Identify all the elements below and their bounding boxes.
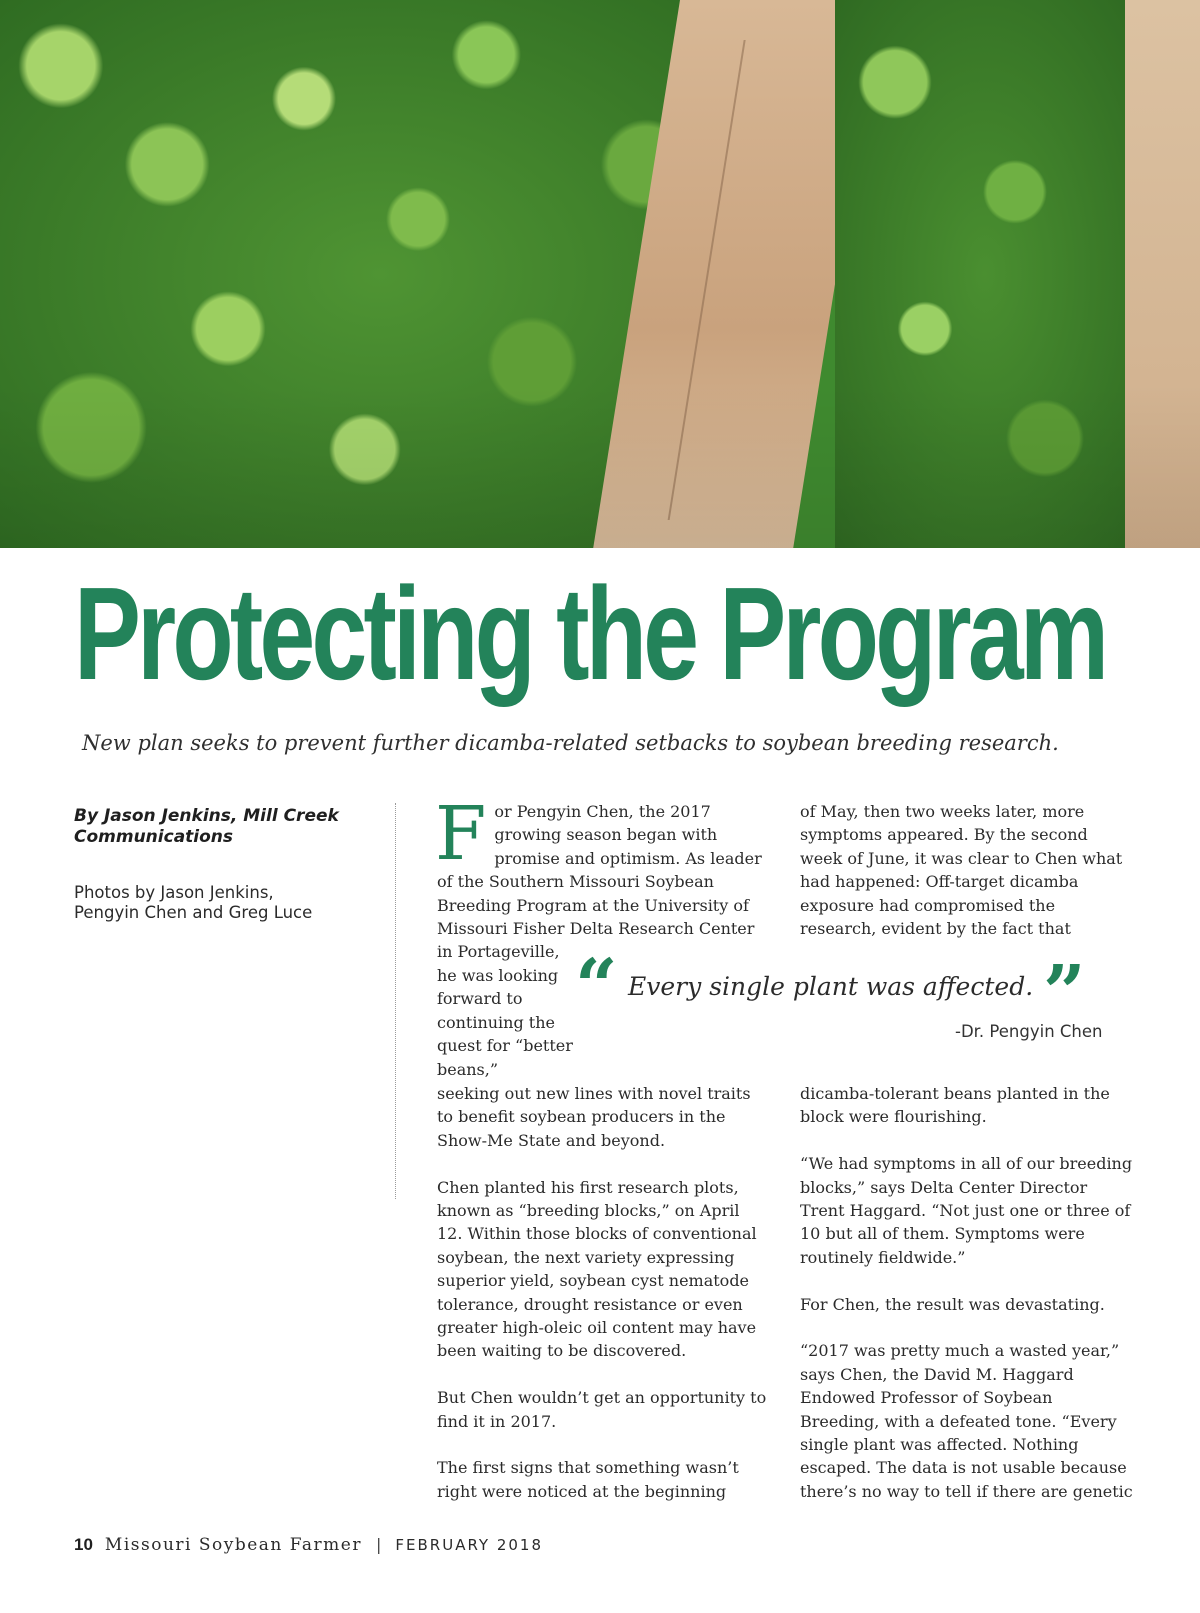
byline: By Jason Jenkins, Mill Creek Communications <box>74 806 339 847</box>
page-number: 10 <box>74 1535 93 1554</box>
body-column-2-top <box>800 800 1135 940</box>
article-dek: New plan seeks to prevent further dicamba-related setbacks to soybean breeding research. <box>82 731 1059 755</box>
column-divider <box>395 803 396 1199</box>
body-paragraph: “We had symptoms in all of our breeding blocks,” says Delta Center Director Trent Haggard. “Not just one or three of 10 but all of them. Symptoms were routinely fieldwide.” <box>800 1154 1133 1267</box>
hero-photo-soybean-field <box>0 0 1200 548</box>
page-footer <box>74 1535 543 1559</box>
body-paragraph: The first signs that something wasn’t right were noticed at the beginning <box>437 1458 739 1501</box>
body-paragraph: of May, then two weeks later, more symptoms appeared. By the second week of June, it was clear to Chen what had happened: Off-target dicamba exposure had compromised the research, evident by the fact that <box>800 802 1123 939</box>
body-column-1-top <box>435 791 767 964</box>
body-column-2-bottom <box>800 1082 1135 1503</box>
article-title: Protecting the Program <box>74 560 1106 707</box>
publication-name: Missouri Soybean Farmer <box>104 1535 362 1555</box>
body-paragraph: seeking out new lines with novel traits to benefit soybean producers in the Show-Me State and beyond. <box>437 1084 751 1150</box>
footer-separator: | <box>376 1535 382 1554</box>
body-column-1-bottom <box>437 1082 767 1503</box>
body-paragraph: For Chen, the result was devastating. <box>800 1294 1105 1314</box>
body-paragraph: But Chen wouldn’t get an opportunity to find it in 2017. <box>437 1388 767 1431</box>
photo-credit: Photos by Jason Jenkins, Pengyin Chen and Greg Luce <box>74 883 313 922</box>
pull-quote-attribution: -Dr. Pengyin Chen <box>955 1022 1103 1041</box>
body-paragraph: or Pengyin Chen, the 2017 growing season began with promise and optimism. As leader of the Southern Missouri Soybean Breeding Program at the University of Missouri Fisher Delta Research Center in Portageville, <box>437 802 762 962</box>
body-wrap-lines <box>437 964 577 1081</box>
body-paragraph: Chen planted his first research plots, known as “breeding blocks,” on April 12. Within those blocks of conventional soybean, the next variety expressing superior yield, soybean cyst nematode tolerance, drought resistance or even greater high-oleic oil content may have been waiting to be discovered. <box>437 1177 757 1361</box>
body-paragraph: dicamba-tolerant beans planted in the block were flourishing. <box>800 1084 1110 1127</box>
drop-cap: F <box>435 791 487 877</box>
body-paragraph: he was looking forward to continuing the quest for “better beans,” <box>437 966 573 1079</box>
body-paragraph: “2017 was pretty much a wasted year,” says Chen, the David M. Haggard Endowed Professor of Soybean Breeding, with a defeated tone. “Every single plant was affected. Nothing escaped. The data is not usable because there’s no way to tell if there are genetic <box>800 1341 1133 1501</box>
pull-quote-text: Every single plant was affected. <box>628 972 1034 1001</box>
close-quote-mark: ” <box>1043 950 1086 1036</box>
open-quote-mark: “ <box>575 944 618 1030</box>
issue-date: FEBRUARY 2018 <box>395 1536 544 1554</box>
